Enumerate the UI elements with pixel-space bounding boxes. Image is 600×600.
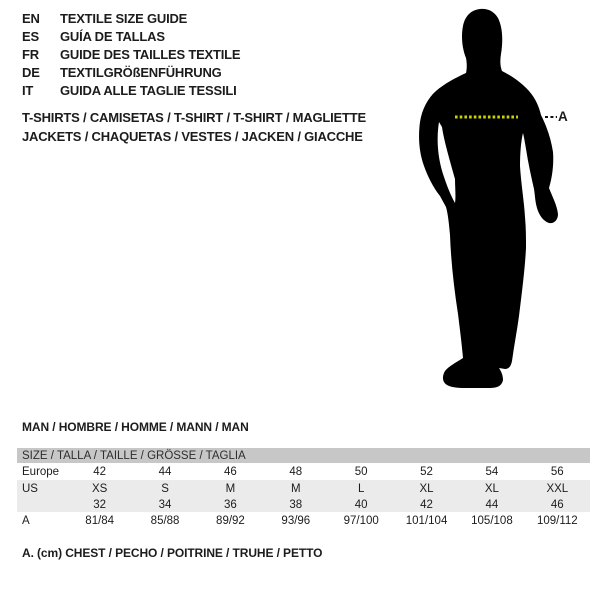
- language-row: [22, 64, 240, 82]
- measure-label-a: A: [558, 109, 568, 124]
- language-label: GUIDA ALLE TAGLIE TESSILI: [60, 83, 237, 98]
- size-table: [17, 448, 590, 529]
- man-silhouette-body: [419, 9, 558, 388]
- language-row: [22, 28, 240, 46]
- table-cell: XXL: [546, 482, 569, 495]
- table-cell: M: [291, 482, 301, 495]
- table-cell: XL: [419, 482, 434, 495]
- language-code: FR: [22, 47, 39, 62]
- garment-categories: [22, 109, 366, 146]
- table-cell: 40: [354, 498, 368, 511]
- table-cell: 50: [354, 465, 368, 478]
- table-cell: 44: [158, 465, 172, 478]
- table-cell: XL: [484, 482, 499, 495]
- table-cell: 48: [289, 465, 303, 478]
- man-silhouette-image: [400, 0, 600, 410]
- table-cell: S: [161, 482, 169, 495]
- table-cell: 42: [93, 465, 107, 478]
- table-cell: 54: [485, 465, 499, 478]
- table-cell: 38: [289, 498, 303, 511]
- section-title-man: MAN / HOMBRE / HOMME / MANN / MAN: [22, 420, 249, 434]
- language-row: [22, 10, 240, 28]
- table-cell: L: [357, 482, 365, 495]
- language-list: [22, 10, 240, 100]
- language-row: [22, 82, 240, 100]
- language-code: DE: [22, 65, 40, 80]
- table-cell: 81/84: [85, 514, 115, 527]
- language-label: TEXTILGRÖßENFÜHRUNG: [60, 65, 222, 80]
- table-cell: 52: [420, 465, 433, 478]
- table-cell: 36: [224, 498, 237, 511]
- table-cell: 101/104: [405, 514, 448, 527]
- table-cell: 93/96: [281, 514, 311, 527]
- table-cell: 89/92: [216, 514, 245, 527]
- language-row: [22, 46, 240, 64]
- category-tshirts: T-SHIRTS / CAMISETAS / T-SHIRT / T-SHIRT / MAGLIETTE: [22, 110, 366, 125]
- size-table-header: SIZE / TALLA / TAILLE / GRÖSSE / TAGLIA: [17, 448, 590, 463]
- table-cell: M: [225, 482, 236, 495]
- table-cell: 56: [550, 465, 564, 478]
- table-row-us: [17, 480, 590, 497]
- table-cell: 42: [420, 498, 433, 511]
- measurement-footnote: A. (cm) CHEST / PECHO / POITRINE / TRUHE / PETTO: [22, 546, 323, 560]
- language-code: ES: [22, 29, 39, 44]
- row-label: Europe: [22, 465, 60, 478]
- table-cell: 97/100: [343, 514, 379, 527]
- table-cell: 105/108: [471, 514, 513, 527]
- language-label: GUÍA DE TALLAS: [60, 29, 165, 44]
- table-cell: 32: [93, 498, 107, 511]
- table-cell: 109/112: [536, 514, 578, 527]
- language-label: TEXTILE SIZE GUIDE: [60, 11, 188, 26]
- table-cell: 34: [158, 498, 172, 511]
- table-cell: 44: [485, 498, 499, 511]
- category-jackets: JACKETS / CHAQUETAS / VESTES / JACKEN / GIACCHE: [22, 128, 363, 144]
- table-cell: 46: [550, 498, 564, 511]
- table-cell: 85/88: [150, 514, 180, 527]
- table-cell: 46: [224, 465, 237, 478]
- table-row-numeric: [17, 497, 590, 512]
- table-row-chest: [17, 512, 590, 529]
- row-label: A: [22, 514, 30, 527]
- table-cell: XS: [92, 482, 108, 495]
- row-label: US: [22, 482, 38, 495]
- language-code: EN: [22, 11, 40, 26]
- table-row-europe: [17, 463, 590, 480]
- language-label: GUIDE DES TAILLES TEXTILE: [60, 47, 241, 62]
- language-code: IT: [22, 83, 34, 98]
